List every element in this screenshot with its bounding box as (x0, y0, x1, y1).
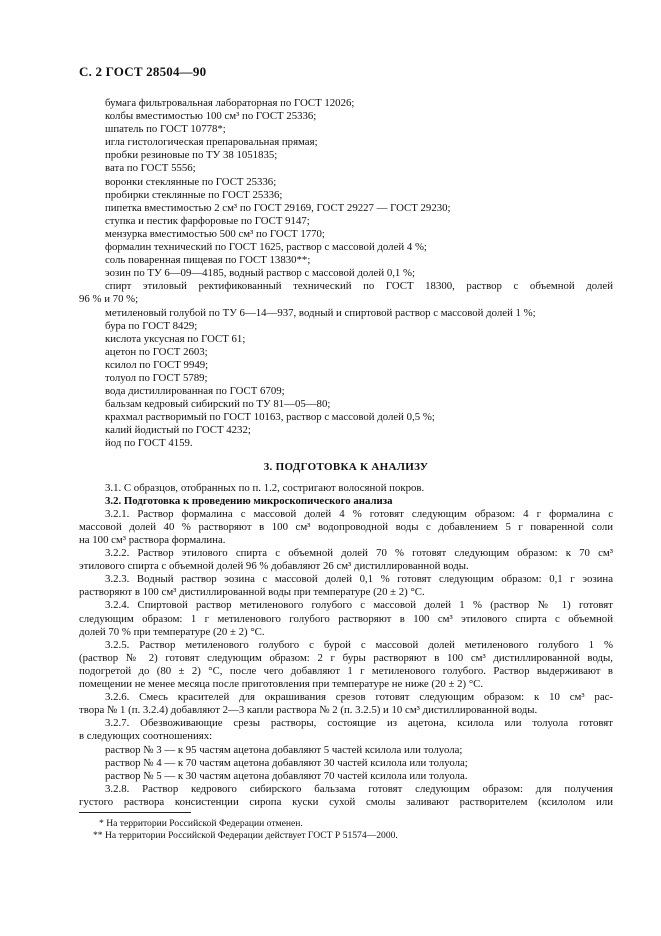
list-item: метиленовый голубой по ТУ 6—14—937, водный и спиртовой раствор с массовой долей 1 %; (105, 306, 536, 319)
list-item: кислота уксусная по ГОСТ 61; (105, 332, 246, 345)
list-item: ксилол по ГОСТ 9949; (105, 358, 209, 371)
paragraph-3-2-8 (79, 783, 613, 809)
list-item: шпатель по ГОСТ 10778*; (105, 123, 226, 136)
text-line: помещении не менее месяца после приготовления при температуре не ниже (20 ± 2) °С. (79, 678, 484, 691)
paragraph-3-2-6 (79, 691, 613, 717)
list-item: вода дистиллированная по ГОСТ 6709; (105, 385, 285, 398)
list-item: крахмал растворимый по ГОСТ 10163, раствор с массовой долей 0,5 %; (105, 411, 435, 424)
paragraph-3-2-1 (79, 508, 613, 547)
text-line: долей 70 % при температуре (20 ± 2) °С. (79, 625, 265, 638)
list-item: раствор № 4 — к 70 частям ацетона добавляют 30 частей ксилола или толуола; (105, 756, 468, 769)
text-line: подогретой до (80 ± 2) °С, после чего добавляют 1 г метиленового голубого. Раствор выдерживают в (79, 664, 613, 677)
text-line: (раствор № 2) готовят следующим образом: 2 г буры растворяют в 100 см³ дистиллированной воды, (79, 651, 613, 664)
list-item: пробки резиновые по ТУ 38 1051835; (105, 149, 278, 162)
list-item: бальзам кедровый сибирский по ТУ 81—05—80; (105, 398, 331, 411)
list-item: ацетон по ГОСТ 2603; (105, 345, 208, 358)
list-item: ступка и пестик фарфоровые по ГОСТ 9147; (105, 214, 310, 227)
text-line: 3.2.4. Спиртовой раствор метиленового голубого с массовой долей 1 % (раствор № 1) готовят (105, 599, 613, 612)
text-line: густого раствора консистенции сиропа куски сухой смолы заливают растворителем (ксилолом или (79, 795, 613, 808)
text-line: 3.2.1. Раствор формалина с массовой долей 4 % готовят следующим образом: 4 г формалина с (105, 507, 613, 520)
text-line: 3.2.6. Смесь красителей для окрашивания срезов готовят следующим образом: к 10 см³ рас- (105, 691, 613, 704)
text-line: этилового спирта с объемной долей 96 % добавляют 26 см³ дистиллированной воды. (79, 560, 469, 573)
paragraph-3-2-5 (79, 639, 613, 691)
paragraph-3-1: 3.1. С образцов, отобранных по п. 1.2, состригают волосяной покров. (105, 481, 425, 494)
list-item: бура по ГОСТ 8429; (105, 319, 198, 332)
materials-list (79, 97, 613, 451)
list-item-continuation: 96 % и 70 %; (79, 293, 139, 306)
list-item: формалин технический по ГОСТ 1625, раствор с массовой долей 4 %; (105, 241, 427, 254)
list-item: пробирки стеклянные по ГОСТ 25336; (105, 188, 283, 201)
document-body (79, 97, 613, 809)
text-line: твора № 1 (п. 3.2.4) добавляют 2—3 капли раствора № 2 (п. 3.2.5) и 10 см³ дистиллированной воды. (79, 704, 538, 717)
list-item: бумага фильтровальная лабораторная по ГОСТ 12026; (105, 97, 355, 109)
paragraph-3-2-7 (79, 717, 613, 782)
paragraph-3-2-2 (79, 547, 613, 573)
list-item: мензурка вместимостью 500 см³ по ГОСТ 1770; (105, 227, 325, 240)
text-line: 3.2.2. Раствор этилового спирта с объемной долей 70 % готовят следующим образом: к 70 см³ (105, 547, 613, 560)
footnote: * На территории Российской Федерации отменен. (99, 818, 303, 829)
text-line: 3.2.5. Раствор метиленового голубого с бурой с массовой долей метиленового голубого 1 % (105, 638, 613, 651)
list-item: пипетка вместимостью 2 см³ по ГОСТ 29169, ГОСТ 29227 — ГОСТ 29230; (105, 201, 451, 214)
list-item: раствор № 3 — к 95 частям ацетона добавляют 5 частей ксилола или толуола; (105, 743, 463, 756)
list-item: вата по ГОСТ 5556; (105, 162, 196, 175)
paragraph-3-2-4 (79, 599, 613, 638)
list-item: спирт этиловый ректификованный технический по ГОСТ 18300, раствор с объемной долей (105, 280, 613, 293)
text-line: 3.2.3. Водный раствор эозина с массовой долей 0,1 % готовят следующим образом: 0,1 г эозина (105, 573, 613, 586)
text-line: 3.2.7. Обезвоживающие срезы растворы, состоящие из ацетона, ксилола или толуола готовят (105, 717, 613, 730)
list-item: соль поваренная пищевая по ГОСТ 13830**; (105, 254, 311, 267)
text-line: следующим образом: 1 г метиленового голубого растворяют в 100 см³ этилового спирта с объемной (79, 612, 613, 625)
list-item: калий йодистый по ГОСТ 4232; (105, 424, 251, 437)
paragraph-3-2-3 (79, 573, 613, 599)
text-line: массовой долей 40 % растворяют в 100 см³ водопроводной воды с добавлением 5 г поваренной соли (79, 520, 613, 533)
list-item: толуол по ГОСТ 5789; (105, 371, 208, 384)
footnote: ** На территории Российской Федерации действует ГОСТ Р 51574—2000. (93, 830, 398, 841)
text-line: растворяют в 100 см³ дистиллированной воды при температуре (20 ± 2) °С. (79, 586, 425, 599)
list-item: эозин по ТУ 6—09—4185, водный раствор с массовой долей 0,1 %; (105, 267, 416, 280)
list-item: йод по ГОСТ 4159. (105, 437, 193, 450)
text-line: в следующих соотношениях: (79, 730, 213, 743)
text-line: 3.2.8. Раствор кедрового сибирского бальзама готовят следующим образом: для получения (105, 782, 613, 795)
list-item: игла гистологическая препаровальная прямая; (105, 136, 318, 149)
footnote-divider (79, 812, 191, 813)
footnotes (79, 818, 398, 842)
page-header: С. 2 ГОСТ 28504—90 (79, 64, 207, 79)
list-item: раствор № 5 — к 30 частям ацетона добавляют 70 частей ксилола или толуола. (105, 769, 468, 782)
list-item: воронки стеклянные по ГОСТ 25336; (105, 175, 277, 188)
subsection-heading-3-2: 3.2. Подготовка к проведению микроскопического анализа (105, 494, 393, 507)
section-heading: 3. ПОДГОТОВКА К АНАЛИЗУ (263, 460, 429, 473)
text-line: на 100 см³ раствора формалина. (79, 534, 226, 546)
list-item: колбы вместимостью 100 см³ по ГОСТ 25336; (105, 110, 317, 123)
